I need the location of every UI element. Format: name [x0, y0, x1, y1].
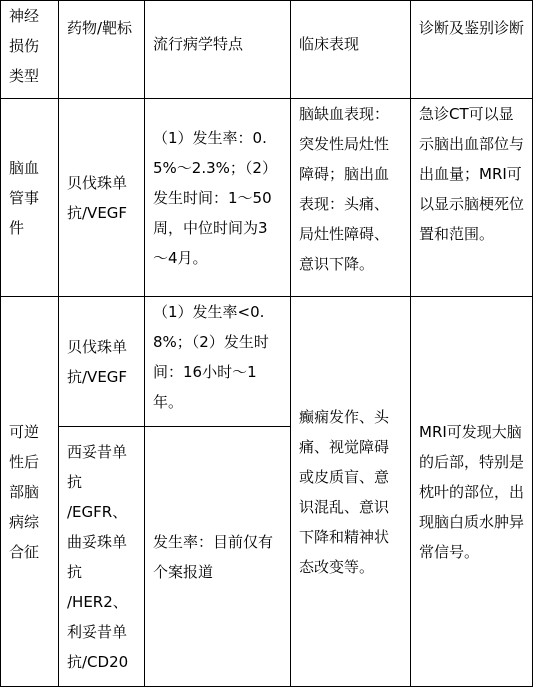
- cell-clinical: 癫痫发作、头痛、视觉障碍或皮质盲、意识混乱、意识下降和精神状态改变等。: [291, 297, 411, 687]
- cell-epidemiology: （1）发生率<0.8%；（2）发生时间：16小时～1年。: [145, 297, 291, 427]
- header-cell-drug-target: 药物/靶标: [59, 1, 145, 99]
- cell-drug-target: 西妥昔单抗 /EGFR、 曲妥珠单抗 /HER2、 利妥昔单抗/CD20: [59, 427, 145, 687]
- header-cell-diagnosis: 诊断及鉴别诊断: [411, 1, 533, 99]
- table-row: [1, 297, 533, 427]
- cell-diagnosis: 急诊CT可以显示脑出血部位与出血量；MRI可以显示脑梗死位置和范围。: [411, 99, 533, 297]
- header-row: [1, 1, 533, 99]
- cell-drug-target: 贝伐珠单抗/VEGF: [59, 99, 145, 297]
- cell-injury-type: 可逆性后部脑病综合征: [1, 297, 59, 687]
- table-row: [1, 99, 533, 297]
- header-cell-epidemiology: 流行病学特点: [145, 1, 291, 99]
- cell-drug-target: 贝伐珠单抗/VEGF: [59, 297, 145, 427]
- cell-diagnosis: MRI可发现大脑的后部，特别是枕叶的部位，出现脑白质水肿异常信号。: [411, 297, 533, 687]
- cell-epidemiology: 发生率：目前仅有个案报道: [145, 427, 291, 687]
- cell-clinical: 脑缺血表现：突发性局灶性障碍；脑出血表现：头痛、局灶性障碍、意识下降。: [291, 99, 411, 297]
- cell-epidemiology: （1）发生率：0.5%～2.3%；（2）发生时间：1～50周，中位时间为3～4月。: [145, 99, 291, 297]
- header-cell-clinical: 临床表现: [291, 1, 411, 99]
- header-cell-injury-type: 神经损伤类型: [1, 1, 59, 99]
- cell-injury-type: 脑血管事件: [1, 99, 59, 297]
